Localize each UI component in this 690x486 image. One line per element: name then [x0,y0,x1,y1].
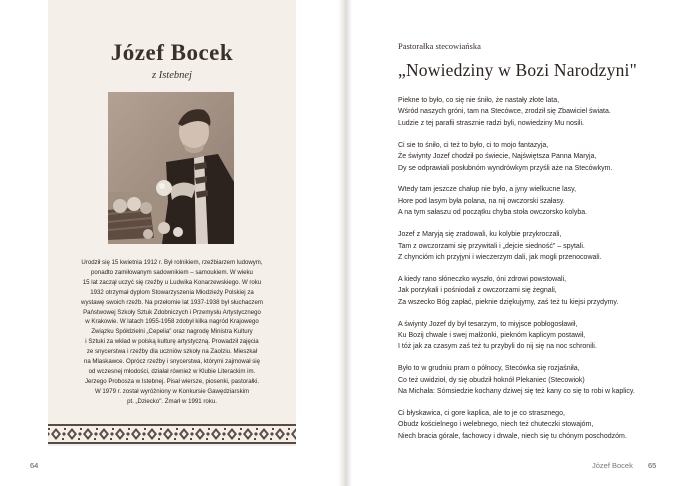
poem-line: Ku Bozij chwale i swej małżonki, pieknóm kaplicym postawił, [398,332,586,339]
poem-line: Za wszecko Bóg zapłać, pieknie dziękujymy, zaś też tu kiejsi przydymy. [398,298,619,306]
poem-title: „Nowiedziny w Bozi Narodzyni" [398,60,637,80]
book-gutter [338,0,352,486]
poem-line: Tam z owczorzami się przywitali i „dejcie siedność" – spytali. [398,242,585,250]
stanza [398,319,668,353]
bio-line: 1932 otrzymał dyplom Stowarzyszenia Młodzieży Polskiej za [90,288,254,296]
folk-pattern-border [48,424,296,444]
bio-line: i Sztuki za wkład w polską kulturę artystyczną. Prowadził zajęcia [85,338,259,346]
stanza [398,363,668,397]
bio-line: Urodził się 15 kwietnia 1912 r. Był rolnikiem, rzeźbiarzem ludowym, [81,259,263,266]
poem-label: Pastorałka stecowiańska [398,41,481,51]
poem-line: Piekne to było, co się nie śniło, że nastały złote lata, [398,97,560,104]
bio-line: Jerzego Probosza w Istebnej. Pisał wiersze, piosenki, pastorałki. [84,377,260,385]
poem-line: Na Michała: Sómsiedzie kochany dziwej się też kany co się to robi w kaplicy. [398,388,635,396]
poem-line: Obudz kościelnego i welebnego, niech też chuteczki stowajóm, [398,421,594,429]
stanza [398,140,668,174]
page-number-left: 64 [30,461,39,470]
biography-text [56,258,288,407]
bio-line: ze snycerstwa i rzeźby dla uczniów szkoły na Zaolziu. Mieszkał [86,348,258,356]
bio-line: 15 lat zaczął uczyć się rzeźby u Ludwika Konarzewskiego. W roku [82,278,262,286]
bio-line: Związku Spółdzielni „Cepelia" oraz nagrodę Ministra Kultury [91,328,253,336]
poem-line: Ludzie z tej parafii strasznie radzi byli, nowiedziny Mu nosili. [398,119,584,127]
poem-line: Że świynty Jozef chodził po świecie, Najświętsza Panna Maryja, [398,153,597,161]
stanza [398,95,668,129]
poem-line: Ci sie to śniło, ci też to było, ci to mojo fantazyja, [398,141,549,149]
stanza [398,274,668,308]
poem-line: Wśród naszych gróni, tam na Stecówce, zrodził się Zbawiciel świata. [398,108,611,116]
poem-line: Było to w grudniu pram o północy, Stecówka się rozjaśniła, [398,365,580,373]
bio-line: ponadto zamiłowanym sadownikiem – samoukiem. W wieku [91,268,253,276]
poem-line: Jak porzykali i pośniodali z owczorzami się żegnali, [398,287,557,295]
stanza [398,184,668,218]
poem-line: Z chyncióm ich przyjyni i wieczerzym dali, jak mogli przenocowali. [398,253,602,261]
poem-line: Ci błyskawica, ci gore kaplica, ale to je co strasznego, [398,410,565,418]
folk-ornament-icon [48,424,296,444]
poem-body [398,95,668,453]
portrait-photo [108,92,234,244]
poem-line: Niech bracia górale, fachowcy i drwale, niech się tu chónym poschodzóm. [398,432,627,440]
bio-line: W 1979 r. został wyróżniony w Konkursie Gawędziarskim [94,387,250,395]
stanza [398,408,668,442]
stanza [398,229,668,263]
poem-line: Jozef z Maryją się zradowali, ku kolybie przykroczali, [398,231,562,239]
poem-line: A kiedy rano słóneczko wyszło, óni zdrowi powstowali, [398,275,567,283]
bio-line: na Mlaskawce. Oprócz rzeźby i snycerstwa, którymi zajmował się [83,358,261,366]
poem-line: Co też uwidzioł, dy się obudził hoknół Plekaniec (Stecowiok) [398,376,585,384]
author-origin: z Istebnej [152,70,192,81]
running-head: Józef Bocek [592,461,633,470]
poem-line: Dy se odprawiali posłubnóm wyndrówkym przyśli aże na Stecówkym. [398,164,613,172]
poem-line: Hore pod lasym była polana, na nij owczorski szałasy. [398,197,565,205]
poem-line: Wtedy tam jeszcze chałup nie było, a jyny wielkucne lasy, [398,186,577,194]
bio-line: od wczesnej młodości, działał również w Klubie Literackim im. [88,367,256,375]
poem-line: A na tym sałaszu od początku chyba stoła owczorsko kolyba. [398,209,588,217]
portrait-photo-icon [108,92,234,244]
author-name: Józef Bocek [110,40,234,65]
poem-line: A świynty Jozef dy był tesarzym, to miyjsce pobłogosławił, [398,320,578,328]
bio-line: Państwowej Szkoły Sztuk Zdobniczych i Przemysłu Artystycznego [83,308,261,316]
bio-line: wystawę swoich rzeźb. Na przełomie lat 1937-1938 był słuchaczem [81,298,263,306]
poem-line: I tóż jak za czasym zaś też tu przybyli do nij się na noc schronili. [398,343,597,351]
bio-line: w Krakowie. W latach 1955-1958 zdobył kilka nagród Krajowego [85,318,259,326]
bio-line: pt. „Dziecko". Zmarł w 1991 roku. [127,397,217,405]
page-number-right: 65 [648,461,657,470]
